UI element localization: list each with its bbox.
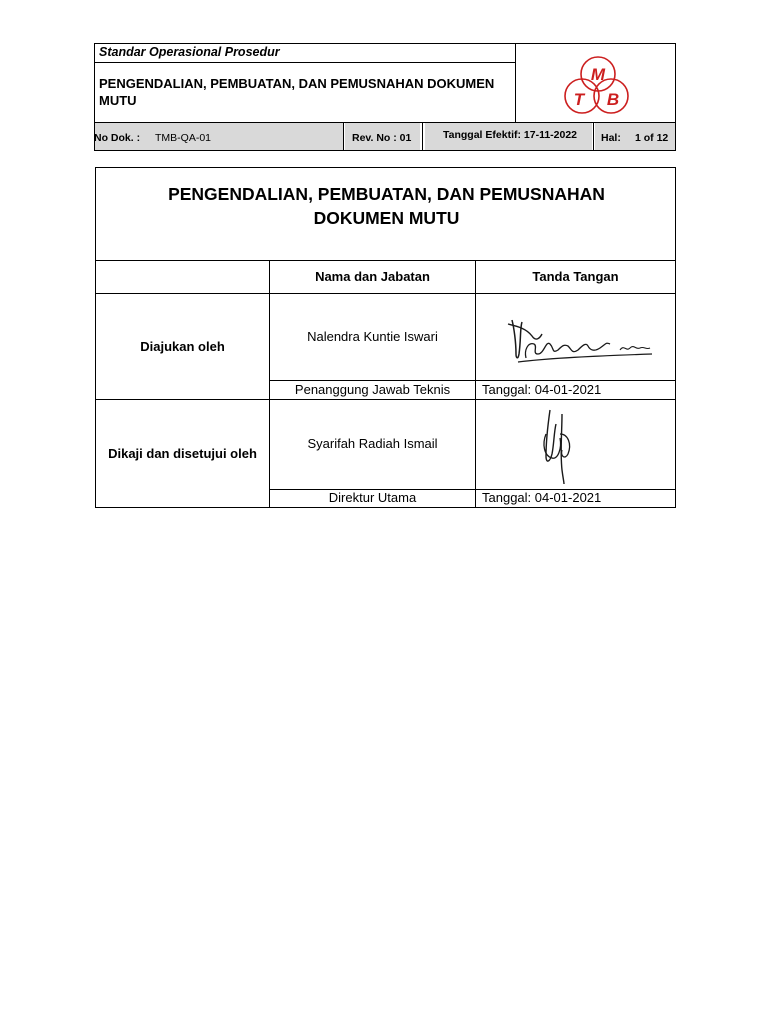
divider — [515, 44, 516, 122]
signature-image — [502, 314, 662, 374]
document-title — [96, 182, 677, 230]
signer-name: Nalendra Kuntie Iswari — [307, 329, 438, 344]
document-header — [94, 43, 676, 151]
doc-number-value: TMB-QA-01 — [155, 132, 212, 144]
signature-date: Tanggal: 04-01-2021 — [482, 382, 602, 397]
divider — [343, 123, 344, 150]
divider — [96, 260, 675, 261]
sop-label: Standar Operasional Prosedur — [99, 45, 280, 59]
divider — [269, 380, 675, 381]
page-value: 1 of 12 — [635, 132, 669, 144]
row-role: Diajukan oleh — [140, 339, 225, 354]
divider — [593, 123, 594, 150]
document-title-line1: PENGENDALIAN, PEMBUATAN, DAN PEMUSNAHAN — [168, 184, 605, 204]
company-logo — [555, 52, 635, 118]
svg-text:B: B — [606, 90, 620, 109]
doc-number-label: No Dok. : — [94, 132, 141, 144]
divider — [475, 260, 476, 508]
signer-position: Penanggung Jawab Teknis — [294, 382, 451, 397]
divider — [422, 123, 423, 150]
signature-image — [532, 404, 592, 486]
divider — [96, 293, 675, 294]
signer-name: Syarifah Radiah Ismail — [307, 436, 438, 451]
divider — [96, 399, 675, 400]
column-header-signature: Tanda Tangan — [532, 269, 619, 284]
revision-number: Rev. No : 01 — [352, 132, 412, 144]
approval-table — [95, 167, 676, 508]
page-label: Hal: — [601, 132, 621, 144]
header-title: PENGENDALIAN, PEMBUATAN, DAN PEMUSNAHAN DOKUMEN MUTU — [99, 76, 495, 108]
row-role: Dikaji dan disetujui oleh — [108, 446, 257, 461]
divider — [95, 62, 515, 63]
effective-date: Tanggal Efektif: 17-11-2022 — [443, 129, 578, 141]
document-title-line2: DOKUMEN MUTU — [313, 208, 460, 228]
svg-text:T: T — [573, 90, 585, 109]
signature-date: Tanggal: 04-01-2021 — [482, 490, 602, 505]
column-header-name: Nama dan Jabatan — [315, 269, 430, 284]
svg-text:M: M — [590, 65, 606, 84]
signer-position: Direktur Utama — [328, 490, 417, 505]
